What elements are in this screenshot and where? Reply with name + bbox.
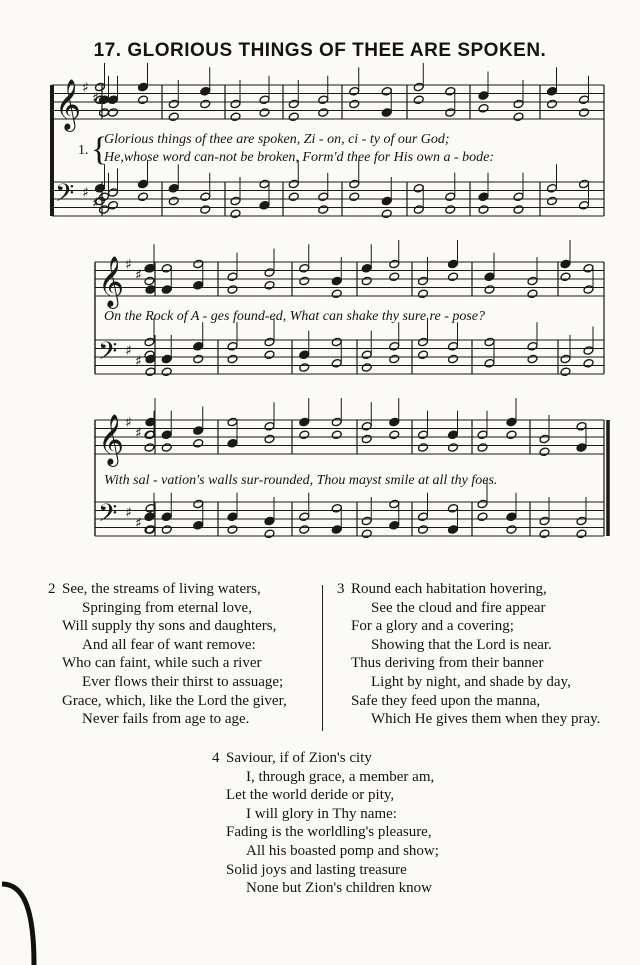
note-head — [583, 358, 594, 368]
note-head — [318, 95, 329, 105]
note-head — [200, 99, 211, 109]
note-head — [539, 447, 550, 457]
note-head — [389, 272, 400, 282]
note-head — [445, 205, 456, 215]
verse-2-line: Ever flows their thirst to assuage; — [82, 673, 284, 690]
bass-clef: 𝄢 — [55, 179, 75, 214]
column-divider — [322, 585, 323, 731]
note-head — [478, 91, 489, 101]
note-head — [200, 192, 211, 202]
note-head — [583, 346, 594, 356]
note-head — [389, 520, 400, 530]
verse-2-line: Springing from eternal love, — [82, 599, 252, 616]
note-head — [576, 529, 587, 539]
note-head — [193, 354, 204, 364]
note-head — [264, 421, 275, 431]
sharp-sign: ♯ — [125, 257, 132, 273]
note-head — [264, 350, 275, 360]
note-head — [331, 430, 342, 440]
note-head — [418, 276, 429, 286]
verse-2 — [48, 580, 287, 729]
note-head — [527, 341, 538, 351]
note-head — [361, 363, 372, 373]
note-head — [477, 430, 488, 440]
note-head — [576, 443, 587, 453]
lyric-brace: { — [91, 131, 108, 168]
sharp-sign: ♯ — [92, 90, 99, 107]
verse-3-number: 3 — [337, 581, 345, 597]
note-head — [527, 354, 538, 364]
note-head — [144, 443, 155, 453]
note-head — [288, 192, 299, 202]
note-head — [381, 108, 392, 118]
note-head — [389, 499, 400, 509]
note-head — [539, 529, 550, 539]
note-head — [161, 367, 172, 377]
note-head — [413, 82, 424, 92]
note-head — [161, 263, 172, 273]
note-head — [227, 512, 238, 522]
note-head — [299, 263, 310, 273]
note-head — [349, 179, 360, 189]
note-head — [506, 525, 517, 535]
note-head — [539, 434, 550, 444]
note-head — [448, 503, 459, 513]
verse-4-line: I, through grace, a member am, — [246, 768, 435, 785]
note-head — [227, 341, 238, 351]
note-head — [259, 95, 270, 105]
note-head — [418, 337, 429, 347]
note-head — [161, 512, 172, 522]
verse-4-line: None but Zion's children know — [246, 880, 433, 897]
note-head — [445, 86, 456, 96]
note-head — [560, 367, 571, 377]
note-head — [331, 503, 342, 513]
note-head — [361, 434, 372, 444]
note-head — [361, 516, 372, 526]
note-head — [389, 341, 400, 351]
note-head — [579, 200, 590, 210]
note-head — [227, 272, 238, 282]
note-head — [448, 354, 459, 364]
lyric-line-3: With sal - vation's walls sur-rounded, Thou mayst smile at all thy foes. — [104, 473, 498, 488]
note-head — [200, 205, 211, 215]
note-head — [264, 268, 275, 278]
note-head — [413, 205, 424, 215]
note-head — [576, 421, 587, 431]
verse-3-line: Round each habitation hovering, — [351, 581, 547, 597]
note-head — [389, 417, 400, 427]
note-head — [299, 430, 310, 440]
note-head — [547, 99, 558, 109]
note-head — [230, 99, 241, 109]
note-head — [145, 430, 156, 440]
page-curl-mark — [0, 880, 50, 965]
verse-3-line: For a glory and a covering; — [351, 618, 514, 635]
note-head — [227, 354, 238, 364]
note-head — [527, 289, 538, 299]
note-head — [200, 86, 211, 96]
note-head — [299, 276, 310, 286]
verse-2-line: Grace, which, like the Lord the giver, — [62, 692, 287, 709]
note-head — [108, 108, 119, 118]
lyric-line-1-verse-2: He,whose word can-not be broken, Form'd thee for His own a - bode: — [104, 150, 495, 165]
note-head — [513, 192, 524, 202]
sharp-sign: ♯ — [82, 80, 89, 96]
note-head — [108, 200, 119, 210]
note-head — [448, 272, 459, 282]
verse-2-line: See, the streams of living waters, — [62, 581, 261, 597]
note-head — [299, 512, 310, 522]
sharp-sign: ♯ — [135, 353, 142, 370]
note-head — [227, 525, 238, 535]
bass-clef: 𝄢 — [98, 499, 118, 534]
note-head — [227, 417, 238, 427]
note-head — [389, 430, 400, 440]
note-head — [349, 86, 360, 96]
verse-4-line: Solid joys and lasting treasure — [226, 861, 407, 878]
verse-2-number: 2 — [48, 581, 56, 597]
note-head — [230, 196, 241, 206]
note-head — [264, 337, 275, 347]
note-head — [413, 95, 424, 105]
note-head — [579, 108, 590, 118]
note-head — [539, 516, 550, 526]
verse-2-line: And all fear of want remove: — [82, 636, 256, 653]
note-head — [527, 276, 538, 286]
note-head — [448, 525, 459, 535]
verse-number-label: 1. — [78, 143, 89, 158]
verse-3-line: See the cloud and fire appear — [371, 599, 546, 616]
note-head — [361, 276, 372, 286]
note-head — [506, 512, 517, 522]
note-head — [145, 367, 156, 377]
note-head — [361, 350, 372, 360]
note-head — [579, 95, 590, 105]
note-head — [299, 350, 310, 360]
verse-4-line: I will glory in Thy name: — [246, 805, 397, 822]
treble-clef: 𝄞 — [55, 79, 82, 130]
verse-2-line: Will supply thy sons and daughters, — [62, 618, 277, 635]
note-head — [418, 525, 429, 535]
note-head — [389, 354, 400, 364]
sharp-sign: ♯ — [125, 415, 132, 431]
note-head — [264, 280, 275, 290]
note-head — [506, 417, 517, 427]
note-head — [418, 430, 429, 440]
note-head — [349, 192, 360, 202]
note-head — [299, 363, 310, 373]
verse-4-number: 4 — [212, 750, 220, 766]
sharp-sign: ♯ — [135, 515, 142, 532]
note-head — [264, 516, 275, 526]
note-head — [168, 196, 179, 206]
note-head — [138, 82, 149, 92]
verse-4 — [212, 749, 439, 898]
note-head — [418, 289, 429, 299]
note-head — [448, 259, 459, 269]
note-head — [448, 341, 459, 351]
lyric-line-2: On the Rock of A - ges found-ed, What can shake thy sure re - pose? — [104, 309, 486, 324]
note-head — [264, 434, 275, 444]
note-head — [478, 205, 489, 215]
note-head — [259, 200, 270, 210]
note-head — [259, 108, 270, 118]
note-head — [418, 512, 429, 522]
note-head — [161, 525, 172, 535]
note-head — [381, 196, 392, 206]
note-head — [477, 499, 488, 509]
note-head — [381, 86, 392, 96]
sharp-sign: ♯ — [125, 343, 132, 359]
note-head — [361, 529, 372, 539]
sharp-sign: ♯ — [92, 195, 99, 212]
note-head — [361, 421, 372, 431]
treble-clef: 𝄞 — [98, 256, 125, 307]
note-head — [513, 99, 524, 109]
note-head — [560, 272, 571, 282]
sharp-sign: ♯ — [135, 267, 142, 284]
verse-3-line: Thus deriving from their banner — [351, 655, 544, 672]
note-head — [448, 430, 459, 440]
note-head — [193, 280, 204, 290]
note-head — [331, 289, 342, 299]
verse-3-line: Light by night, and shade by day, — [371, 673, 571, 690]
note-head — [477, 512, 488, 522]
note-head — [418, 443, 429, 453]
note-head — [331, 276, 342, 286]
note-head — [95, 82, 106, 92]
lyric-line-1-verse-1: Glorious things of thee are spoken, Zi - on, ci - ty of our God; — [104, 132, 450, 147]
note-head — [144, 276, 155, 286]
note-head — [331, 525, 342, 535]
note-head — [361, 263, 372, 273]
note-head — [99, 108, 110, 118]
verse-3-line: Safe they feed upon the manna, — [351, 692, 541, 709]
note-head — [547, 86, 558, 96]
note-head — [484, 337, 495, 347]
note-head — [161, 354, 172, 364]
note-head — [448, 443, 459, 453]
note-head — [193, 341, 204, 351]
note-head — [161, 443, 172, 453]
note-head — [288, 99, 299, 109]
note-head — [381, 209, 392, 219]
note-head — [547, 183, 558, 193]
note-head — [331, 358, 342, 368]
verse-3-line: Showing that the Lord is near. — [371, 636, 552, 653]
note-head — [318, 205, 329, 215]
note-head — [145, 354, 156, 364]
note-head — [477, 443, 488, 453]
sharp-sign: ♯ — [82, 185, 89, 201]
note-head — [193, 259, 204, 269]
note-head — [259, 179, 270, 189]
note-head — [264, 529, 275, 539]
note-head — [168, 112, 179, 122]
note-head — [193, 426, 204, 436]
verse-4-line: Let the world deride or pity, — [226, 787, 395, 804]
note-head — [138, 179, 149, 189]
note-head — [331, 417, 342, 427]
note-head — [389, 259, 400, 269]
treble-clef: 𝄞 — [98, 414, 125, 465]
note-head — [230, 209, 241, 219]
note-head — [547, 196, 558, 206]
note-head — [145, 285, 156, 295]
note-head — [583, 285, 594, 295]
note-head — [513, 205, 524, 215]
hymn-number: 17. — [93, 40, 122, 61]
note-head — [349, 99, 360, 109]
verse-4-line: Fading is the worldling's pleasure, — [226, 824, 432, 841]
note-head — [230, 112, 241, 122]
note-head — [227, 285, 238, 295]
note-head — [161, 430, 172, 440]
note-head — [144, 512, 155, 522]
note-head — [95, 183, 106, 193]
verse-3-line: Which He gives them when they pray. — [371, 711, 601, 728]
note-head — [445, 192, 456, 202]
note-head — [513, 112, 524, 122]
note-head — [418, 350, 429, 360]
note-head — [576, 516, 587, 526]
verse-3 — [337, 580, 601, 729]
sharp-sign: ♯ — [125, 505, 132, 521]
note-head — [288, 179, 299, 189]
note-head — [484, 272, 495, 282]
note-head — [299, 417, 310, 427]
note-head — [478, 103, 489, 113]
note-head — [161, 285, 172, 295]
note-head — [288, 112, 299, 122]
note-head — [168, 183, 179, 193]
note-head — [168, 99, 179, 109]
note-head — [579, 179, 590, 189]
note-head — [193, 499, 204, 509]
note-head — [506, 430, 517, 440]
note-head — [193, 438, 204, 448]
sharp-sign: ♯ — [135, 425, 142, 442]
note-head — [144, 337, 155, 347]
note-head — [478, 192, 489, 202]
note-head — [108, 95, 119, 105]
note-head — [138, 95, 149, 105]
note-head — [138, 192, 149, 202]
note-head — [413, 183, 424, 193]
note-head — [299, 525, 310, 535]
note-head — [108, 188, 119, 198]
note-head — [583, 263, 594, 273]
note-head — [560, 354, 571, 364]
note-head — [560, 259, 571, 269]
note-head — [318, 108, 329, 118]
verse-4-line: Saviour, if of Zion's city — [226, 750, 372, 766]
note-head — [331, 337, 342, 347]
bass-clef: 𝄢 — [98, 337, 118, 372]
note-head — [484, 358, 495, 368]
note-head — [484, 285, 495, 295]
hymn-title: GLORIOUS THINGS OF THEE ARE SPOKEN. — [127, 40, 547, 61]
note-head — [227, 438, 238, 448]
verse-2-line: Never fails from age to age. — [82, 711, 250, 728]
note-head — [445, 108, 456, 118]
note-head — [193, 520, 204, 530]
verse-2-line: Who can faint, while such a river — [62, 655, 262, 672]
note-head — [145, 525, 156, 535]
verse-4-line: All his boasted pomp and show; — [246, 842, 439, 859]
note-head — [318, 192, 329, 202]
